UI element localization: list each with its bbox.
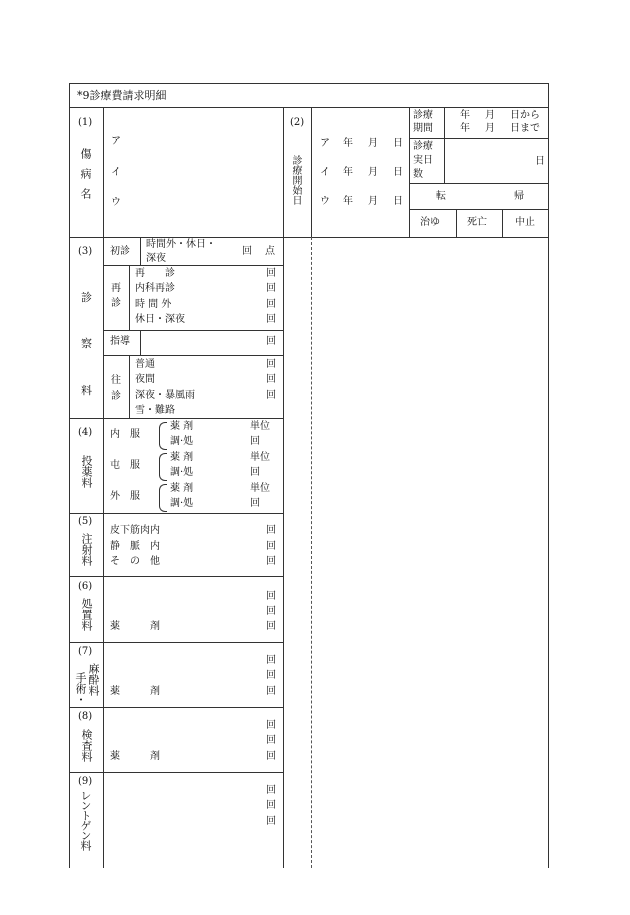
surgery-unit: 回 [266,686,276,697]
naifuku-prep-unit: 回 [250,436,260,447]
oushin-item: 夜間 [135,374,155,385]
period-label-2: 期間 [413,123,433,134]
disease-i: イ [111,167,121,178]
form-title: *9診療費請求明細 [77,89,167,102]
actual-label-2: 実日 [413,155,433,166]
start-row-a-label: ア [320,138,330,149]
naifuku-prep: 調·処 [170,436,194,447]
sec2-label: 診療開始日 [290,155,301,205]
sec3-label-2: 察 [81,337,92,350]
surgery-unit: 回 [266,655,276,666]
shoshin-label: 初診 [110,246,130,257]
outcome-ten: 転 [436,191,446,202]
saishin-item: 休日・深夜 [135,314,185,325]
tonpuku-drug-unit: 単位 [250,452,270,463]
actual-unit: 日 [535,156,545,167]
saishin-label-1: 再 [111,283,121,294]
brace [159,422,167,450]
sec6-label: 処置料 [80,598,93,631]
start-row-a-year: 年 [343,138,353,149]
tonpuku-label: 屯 服 [110,460,140,471]
injection-unit: 回 [266,541,276,552]
start-row-a-day: 日 [393,138,403,149]
start-row-a-month: 月 [368,138,378,149]
sec3-label-1: 診 [81,291,92,304]
oushin-unit: 回 [266,390,276,401]
disease-a: ア [111,136,121,147]
saishin-item: 時 間 外 [135,299,172,310]
procedure-drug: 薬 剤 [110,621,160,632]
tonpuku-prep-unit: 回 [250,467,260,478]
sec3-label-3: 料 [81,384,92,397]
xray-unit: 回 [266,816,276,827]
disease-u: ウ [111,197,121,208]
brace [159,453,167,481]
gaifuku-prep-unit: 回 [250,498,260,509]
shoshin-desc-2: 深夜 [146,253,166,264]
oushin-unit: 回 [266,359,276,370]
start-row-u-year: 年 [343,196,353,207]
sec7-label-a: 麻酔料 [87,663,100,696]
exam-unit: 回 [266,751,276,762]
brace [159,484,167,512]
start-row-u-day: 日 [393,196,403,207]
sec3-number: (3) [78,246,93,257]
outcome-died: 死亡 [467,217,487,228]
sec4-number: (4) [78,427,93,438]
period-label-1: 診療 [413,110,433,121]
sec5-label: 注射料 [80,533,93,566]
saishin-item: 内科再診 [135,283,175,294]
sec1-label: 傷病名 [79,148,92,208]
start-row-i-month: 月 [368,167,378,178]
naifuku-drug: 薬 剤 [170,421,194,432]
period-from-day: 日から [510,110,540,121]
xray-unit: 回 [266,785,276,796]
procedure-unit: 回 [266,591,276,602]
saishin-unit: 回 [266,299,276,310]
saishin-unit: 回 [266,283,276,294]
shido-label: 指導 [110,336,130,347]
naifuku-drug-unit: 単位 [250,421,270,432]
saishin-label-2: 診 [111,298,121,309]
gaifuku-drug: 薬 剤 [170,483,194,494]
sec2-number: (2) [290,117,305,128]
outcome-ki: 帰 [514,191,524,202]
shoshin-desc-1: 時間外・休日・ [146,239,216,250]
procedure-unit: 回 [266,606,276,617]
saishin-unit: 回 [266,314,276,325]
injection-item: 皮下筋肉内 [110,525,160,536]
sec7-number: (7) [78,646,93,657]
exam-unit: 回 [266,735,276,746]
actual-label-3: 数 [413,169,423,180]
period-to-year: 年 [460,123,470,134]
shido-unit: 回 [266,336,276,347]
start-row-i-day: 日 [393,167,403,178]
injection-item: 静 脈 内 [110,541,160,552]
tonpuku-drug: 薬 剤 [170,452,194,463]
oushin-label-2: 診 [111,391,121,402]
gaifuku-prep: 調·処 [170,498,194,509]
sec8-label: 検査料 [80,729,93,762]
start-row-u-month: 月 [368,196,378,207]
injection-unit: 回 [266,556,276,567]
naifuku-label: 内 服 [110,429,140,440]
outcome-stopped: 中止 [515,217,535,228]
tonpuku-prep: 調·処 [170,467,194,478]
oushin-unit: 回 [266,374,276,385]
actual-label-1: 診療 [413,141,433,152]
sec8-number: (8) [78,711,93,722]
gaifuku-drug-unit: 単位 [250,483,270,494]
oushin-item: 雪・難路 [135,405,175,416]
oushin-item: 普通 [135,359,155,370]
period-from-month: 月 [485,110,495,121]
procedure-unit: 回 [266,621,276,632]
start-row-u-label: ウ [320,196,330,207]
gaifuku-label: 外 服 [110,491,140,502]
saishin-unit: 回 [266,268,276,279]
sec1-number: (1) [78,117,93,128]
shoshin-ten: 点 [265,246,275,257]
exam-unit: 回 [266,720,276,731]
period-to-month: 月 [485,123,495,134]
xray-unit: 回 [266,800,276,811]
injection-item: そ の 他 [110,556,160,567]
oushin-label-1: 往 [111,375,121,386]
start-row-i-label: イ [320,167,330,178]
sec4-label: 投薬料 [80,455,93,488]
surgery-unit: 回 [266,670,276,681]
period-from-year: 年 [460,110,470,121]
injection-unit: 回 [266,525,276,536]
sec6-number: (6) [78,581,93,592]
sec9-number: (9) [78,776,93,787]
exam-drug: 薬 剤 [110,751,160,762]
shoshin-kai: 回 [242,246,252,257]
outcome-cured: 治ゆ [420,217,440,228]
sec9-label: レントゲン料 [79,790,92,850]
surgery-drug: 薬 剤 [110,686,160,697]
oushin-item: 深夜・暴風雨 [135,390,195,401]
sec7-label-b: 手術・ [74,672,87,705]
sec5-number: (5) [78,516,93,527]
start-row-i-year: 年 [343,167,353,178]
saishin-item: 再 診 [135,268,175,279]
period-to-day: 日まで [510,123,540,134]
